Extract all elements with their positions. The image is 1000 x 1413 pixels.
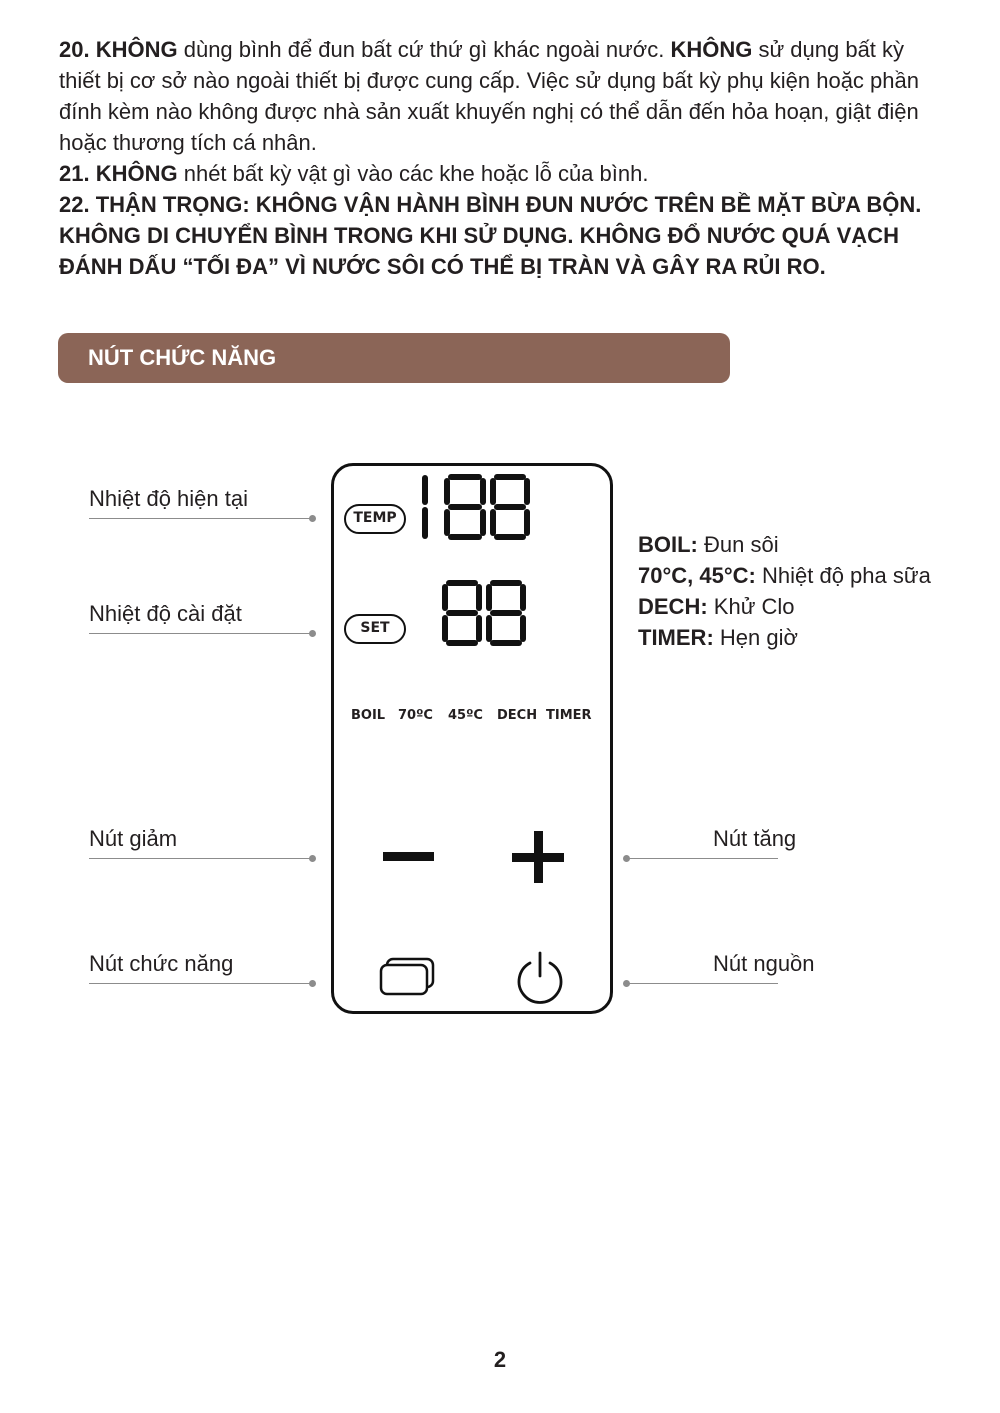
paragraph-22-caution: 22. THẬN TRỌNG: KHÔNG VẬN HÀNH BÌNH ĐUN NƯỚC TRÊN BỀ MẶT BỪA BỘN. KHÔNG DI CHUYỂN BÌNH TRONG KHI SỬ DỤNG. KHÔNG ĐỔ NƯỚC QUÁ VẠCH ĐÁNH DẤU “TỐI ĐA” VÌ NƯỚC SÔI CÓ THỂ BỊ TRÀN VÀ GÂY RA RỦI RO.: [59, 192, 922, 279]
minus-icon[interactable]: [383, 850, 435, 864]
paragraph-20-text-1: dùng bình để đun bất cứ thứ gì khác ngoài nước.: [177, 37, 671, 62]
callout-line-decrease: [89, 858, 313, 859]
mode-legend: [638, 529, 931, 653]
legend-key-boil: BOIL:: [638, 532, 698, 557]
callout-current-temp: Nhiệt độ hiện tại: [89, 486, 248, 511]
power-icon[interactable]: [513, 950, 567, 1004]
callout-line-power: [626, 983, 778, 984]
mode-dech: DECH: [497, 708, 538, 723]
callout-line-increase: [626, 858, 778, 859]
legend-key-dech: DECH:: [638, 594, 708, 619]
legend-desc-boil: Đun sôi: [697, 532, 779, 557]
callout-dot-current-temp: [309, 515, 316, 522]
legend-key-timer: TIMER:: [638, 625, 714, 650]
set-pill-label: SET: [344, 614, 406, 644]
paragraph-21-number: 21.: [59, 161, 90, 186]
callout-increase: Nút tăng: [713, 826, 797, 851]
callout-function: Nút chức năng: [89, 951, 234, 976]
callout-dot-increase: [623, 855, 630, 862]
callout-dot-set-temp: [309, 630, 316, 637]
paragraph-21-bold-1: KHÔNG: [95, 161, 178, 186]
callout-line-set-temp: [89, 633, 313, 634]
legend-desc-timer: Hẹn giờ: [713, 625, 798, 650]
callout-decrease: Nút giảm: [89, 826, 178, 851]
page-number: 2: [493, 1347, 507, 1372]
function-icon[interactable]: [379, 957, 437, 997]
paragraph-20-text-2: sử dụng bất kỳ thiết bị cơ sở nào ngoài thiết bị được cung cấp. Việc sử dụng bất kỳ phụ kiện hoặc phần đính kèm nào không được nhà sản xuất khuyến nghị có thể dẫn đến hỏa hoạn, giật điện hoặc thương tích cá nhân.: [59, 37, 919, 155]
callout-dot-power: [623, 980, 630, 987]
legend-desc-dech: Khử Clo: [707, 594, 795, 619]
paragraph-20-bold-1: KHÔNG: [95, 37, 178, 62]
callout-dot-function: [309, 980, 316, 987]
legend-item-boil: [638, 529, 931, 560]
paragraph-20: [59, 34, 949, 158]
mode-boil: BOIL: [351, 708, 386, 723]
callout-dot-decrease: [309, 855, 316, 862]
control-panel: [331, 463, 613, 1014]
callout-line-function: [89, 983, 313, 984]
legend-item-dech: [638, 591, 931, 622]
paragraph-21-text-1: nhét bất kỳ vật gì vào các khe hoặc lỗ của bình.: [177, 161, 649, 186]
temp-pill-label: TEMP: [344, 504, 406, 534]
mode-45c: 45ºC: [448, 708, 483, 723]
paragraph-20-number: 20.: [59, 37, 90, 62]
mode-timer: TIMER: [546, 708, 592, 723]
current-temperature-display: [415, 472, 530, 542]
legend-item-milk-temps: [638, 560, 931, 591]
legend-desc-milk-temps: Nhiệt độ pha sữa: [755, 563, 931, 588]
legend-item-timer: [638, 622, 931, 653]
paragraph-21: [59, 158, 949, 189]
callout-power: Nút nguồn: [713, 951, 815, 976]
callout-line-current-temp: [89, 518, 313, 519]
section-title: NÚT CHỨC NĂNG: [58, 333, 730, 383]
mode-70c: 70ºC: [398, 708, 433, 723]
set-temperature-display: [441, 578, 531, 648]
legend-key-milk-temps: 70°C, 45°C:: [638, 563, 756, 588]
callout-set-temp: Nhiệt độ cài đặt: [89, 601, 242, 626]
safety-instructions: [59, 34, 949, 282]
paragraph-20-bold-2: KHÔNG: [670, 37, 753, 62]
plus-icon[interactable]: [512, 831, 566, 885]
